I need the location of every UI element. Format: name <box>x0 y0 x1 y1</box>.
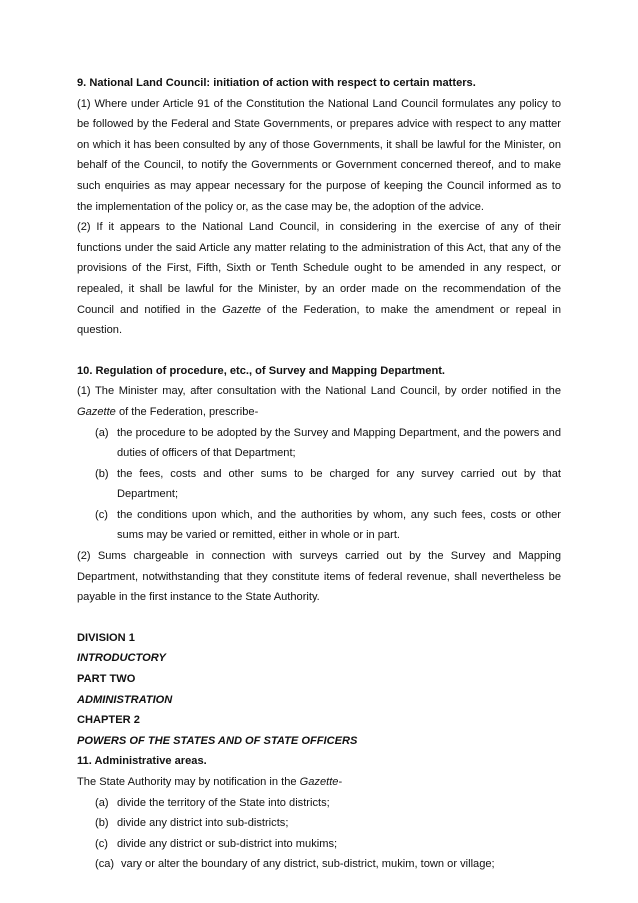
document-page <box>77 73 561 875</box>
list-marker: (b) <box>95 817 109 830</box>
text-run: (2) If it appears to the National Land Council, in considering in the exercise of any of their functions under the said Article any matter relating to the administration of this Act, that any of the provisions of the First, Fifth, Sixth or Tenth Schedule ought to be amended in any respect, or repealed, it shall be lawful for the Minister, by an order made on the recommendation of the Council and notified in the <box>77 221 561 316</box>
list-marker: (c) <box>95 508 108 521</box>
list-item <box>95 423 561 464</box>
section-10-paragraph-1 <box>77 381 561 422</box>
section-11-list <box>77 793 561 875</box>
list-item <box>95 505 561 546</box>
list-item-text: vary or alter the boundary of any district, sub-district, mukim, town or village; <box>121 858 495 871</box>
section-9-paragraph-1: (1) Where under Article 91 of the Constitution the National Land Council formulates any policy to be followed by the Federal and State Governments, or prepares advice with respect to any matter on which it has been consulted by any of those Governments, it shall be lawful for the Minister, on behalf of the Council, to notify the Governments or Government concerned thereof, and to make such enquiries as may appear necessary for the purpose of keeping the Council informed as to the implementation of the policy or, as the case may be, the adoption of the advice. <box>77 97 561 213</box>
list-item-text: divide any district or sub-district into mukims; <box>117 837 338 850</box>
spacer <box>77 341 561 361</box>
list-item-text: the fees, costs and other sums to be charged for any survey carried out by that Department; <box>117 467 561 501</box>
list-item <box>95 854 561 875</box>
text-run: - <box>338 776 343 788</box>
list-marker: (a) <box>95 426 109 439</box>
section-10-paragraph-2: (2) Sums chargeable in connection with surveys carried out by the Survey and Mapping Department, notwithstanding that they constitute items of federal revenue, shall nevertheless be payable in the first instance to the State Authority. <box>77 550 561 604</box>
section-9-heading: 9. National Land Council: initiation of action with respect to certain matters. <box>77 77 476 89</box>
text-run: of the Federation, prescribe- <box>115 405 259 418</box>
spacer <box>77 608 561 628</box>
gazette-italic: Gazette <box>222 303 261 316</box>
part-heading: PART TWO <box>77 673 136 686</box>
gazette-italic: Gazette <box>77 405 116 418</box>
gazette-italic: Gazette <box>299 776 339 788</box>
list-item <box>95 464 561 505</box>
introductory-heading: INTRODUCTORY <box>77 652 166 665</box>
administration-heading: ADMINISTRATION <box>77 693 173 706</box>
list-marker: (c) <box>95 837 108 850</box>
list-item <box>95 793 561 814</box>
text-run: of the Federation, to make the amendment or repeal in question. <box>77 303 562 337</box>
list-item-text: divide the territory of the State into districts; <box>117 796 330 809</box>
section-10-heading: 10. Regulation of procedure, etc., of Survey and Mapping Department. <box>77 364 446 377</box>
text-run: The State Authority may by notification in the <box>77 776 300 788</box>
list-marker: (b) <box>95 467 109 480</box>
section-11-intro <box>77 772 561 793</box>
section-9-paragraph-2 <box>77 217 561 341</box>
division-heading: DIVISION 1 <box>77 631 135 644</box>
list-marker: (ca) <box>95 858 115 871</box>
list-item <box>95 813 561 834</box>
section-10-list <box>77 423 561 547</box>
chapter-heading: CHAPTER 2 <box>77 714 140 727</box>
section-11-heading: 11. Administrative areas. <box>77 755 207 768</box>
text-run: (1) The Minister may, after consultation with the National Land Council, by order notified in the <box>77 385 561 398</box>
list-marker: (a) <box>95 796 109 809</box>
list-item-text: divide any district into sub-districts; <box>117 817 289 830</box>
list-item-text: the conditions upon which, and the authorities by whom, any such fees, costs or other sums may be varied or remitted, either in whole or in part. <box>117 508 561 542</box>
chapter-title: POWERS OF THE STATES AND OF STATE OFFICERS <box>77 734 358 747</box>
list-item-text: the procedure to be adopted by the Survey and Mapping Department, and the powers and duties of officers of that Department; <box>117 426 561 460</box>
list-item <box>95 834 561 855</box>
